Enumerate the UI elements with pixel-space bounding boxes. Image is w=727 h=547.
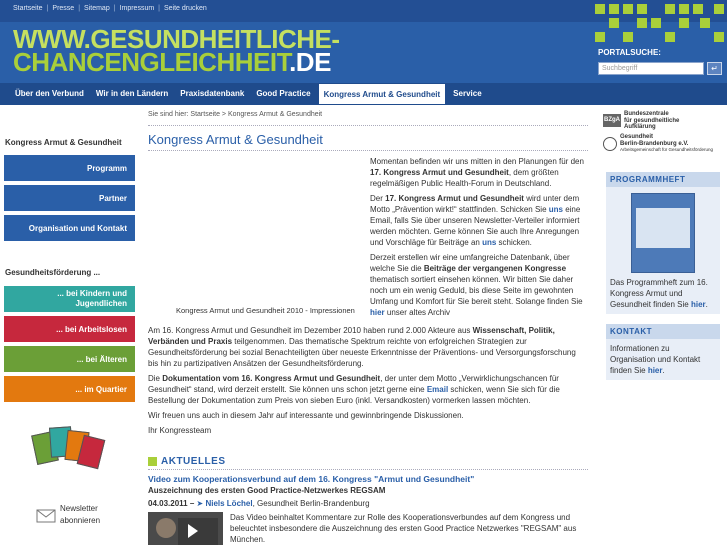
logo-line2-text: CHANCENGLEICHHEIT [13, 47, 290, 77]
arrow-icon: ➤ [196, 499, 204, 508]
search-input[interactable]: Suchbegriff [598, 62, 704, 75]
intro-paragraph-3: Derzeit erstellen wir eine umfangreiche Datenbank, über welche Sie die Beiträge der vergangenen Kongresse thematisch sortiert einsehen können. Wir bitten Sie daher noch um ein wenig Geduld, bis diese Seite im gewohnten Umfang und Komfort für Sie bereit steht. Solange finden Sie hier unser altes Archiv [370, 253, 583, 317]
square-bullet-icon [148, 457, 157, 466]
portal-search-label: PORTALSUCHE: [598, 48, 661, 57]
body-paragraph-1: Am 16. Kongress Armut und Gesundheit im Dezember 2010 haben rund 2.000 Akteure aus Wissenschaft, Politik, Verbänden und Praxis teilgenommen. Das thematische Spektrum reichte von erfolgreichen Strategien zur Gesundheitsförderung bei sozial Benachteiligten über neueste Erkenntnisse der Präventions- und Versorgungsforschung bis hin zu partizipativen Ansätzen der Gesundheitsförderung. [148, 326, 576, 368]
news-description: Das Video beinhaltet Kommentare zur Rolle des Kooperationsverbundes auf dem Kongress und beleuchtet insbesondere die Auszeichnung des ersten Good Practice Netzwerkes "REGSAM" aus München. [230, 513, 577, 544]
top-link-presse[interactable]: Presse [52, 5, 75, 12]
newsletter-text [60, 503, 100, 527]
breadcrumb[interactable]: Sie sind hier: Startseite > Kongress Armut & Gesundheit [148, 111, 323, 118]
divider [148, 150, 588, 151]
top-links [13, 5, 207, 12]
sidebar-item-organisation[interactable]: Organisation und Kontakt [4, 215, 135, 241]
news-subtitle: Auszeichnung des ersten Good Practice-Netzwerkes REGSAM [148, 486, 386, 495]
newsletter-line1: Newsletter [60, 504, 98, 513]
publications-image[interactable] [32, 423, 104, 483]
programmheft-body: Das Programmheft zum 16. Kongress Armut und Gesundheit finden Sie hier. [606, 187, 720, 314]
logo-tld: .DE [289, 47, 331, 77]
kontakt-link[interactable]: hier [647, 366, 663, 375]
intro-column [370, 156, 590, 322]
kontakt-body: Informationen zu Organisation und Kontakt finden Sie hier. [610, 344, 701, 375]
news-article-link[interactable]: Video zum Kooperationsverbund auf dem 16. Kongress "Armut und Gesundheit" [148, 474, 475, 484]
sidebar-item-aeltere[interactable]: ... bei Älteren [4, 346, 135, 372]
programmheft-cover-image[interactable] [631, 193, 695, 273]
video-thumbnail[interactable] [148, 512, 223, 545]
gbb-logo-icon [603, 137, 617, 151]
top-link-sitemap[interactable]: Sitemap [84, 5, 110, 12]
top-link-impressum[interactable]: Impressum [119, 5, 155, 12]
news-meta [148, 499, 370, 508]
newsletter-line2: abonnieren [60, 516, 101, 525]
main-content [148, 105, 588, 545]
news-org: , Gesundheit Berlin-Brandenburg [252, 499, 370, 508]
main-nav [0, 83, 727, 105]
logo-line2 [13, 47, 340, 77]
nav-item-ueber-den-verbund[interactable]: Über den Verbund [15, 89, 84, 98]
separator: | [113, 5, 116, 12]
gbb-text: Gesundheit Berlin-Brandenburg e.V. Arbeitsgemeinschaft für Gesundheitsförderung [620, 134, 714, 152]
sidebar-item-programm[interactable]: Programm [4, 155, 135, 181]
right-sidebar [598, 105, 727, 545]
nav-item-service[interactable]: Service [453, 89, 482, 98]
separator: | [78, 5, 81, 12]
logo-line1: WWW.GESUNDHEITLICHE- [13, 24, 340, 54]
sidebar-item-quartier[interactable]: ... im Quartier [4, 376, 135, 402]
decorative-squares [592, 0, 727, 45]
nav-item-laender[interactable]: Wir in den Ländern [95, 89, 169, 98]
news-header [148, 456, 226, 467]
kontakt-heading: KONTAKT [606, 324, 720, 339]
nav-item-kongress[interactable]: Kongress Armut & Gesundheit [318, 83, 447, 105]
sidebar-item-partner[interactable]: Partner [4, 185, 135, 211]
bzga-text: Bundeszentrale für gesundheitliche Aufklärung [624, 111, 680, 130]
nav-item-good-practice[interactable]: Good Practice [256, 89, 311, 98]
bzga-logo: BZgA [603, 114, 621, 127]
separator: | [158, 5, 160, 12]
intro-paragraph-2: Der 17. Kongress Armut und Gesundheit wird unter dem Motto „Prävention wirkt!“ stattfinden. Schicken Sie uns eine Email, falls Sie über unseren Newsletter-Verteiler informiert werden möchten. Gerne können Sie auch Ihre Anregungen und Vorschläge für Beiträge an uns schicken. [370, 194, 581, 247]
kontakt-box [606, 324, 720, 380]
image-caption: Kongress Armut und Gesundheit 2010 - Impressionen [176, 306, 355, 315]
site-logo[interactable] [13, 24, 340, 77]
body-text [148, 325, 588, 440]
email-link[interactable]: uns [548, 205, 563, 214]
search-submit-button[interactable]: ↵ [707, 62, 722, 75]
page-title: Kongress Armut & Gesundheit [148, 132, 323, 147]
sidebar-section-title-gesundheit: Gesundheitsförderung ... [5, 268, 101, 277]
envelope-icon [36, 507, 56, 523]
archive-link[interactable]: hier [370, 308, 385, 317]
news-author-link[interactable]: Niels Löchel [205, 499, 253, 508]
sidebar-section-title-kongress: Kongress Armut & Gesundheit [5, 138, 122, 147]
programmheft-link[interactable]: hier [690, 300, 706, 309]
body-paragraph-3: Wir freuen uns auch in diesem Jahr auf interessante und gewinnbringende Diskussionen. [148, 411, 464, 420]
left-sidebar [0, 105, 138, 545]
bzga-logo-link[interactable] [603, 111, 679, 131]
divider [148, 469, 588, 470]
site-header [0, 0, 727, 83]
email-link-2[interactable]: uns [482, 238, 497, 247]
news-heading: AKTUELLES [161, 456, 226, 467]
programmheft-heading: PROGRAMMHEFT [606, 172, 720, 187]
email-link-3[interactable]: Email [426, 385, 449, 394]
top-link-startseite[interactable]: Startseite [13, 5, 43, 12]
news-date: 04.03.2011 – [148, 499, 195, 508]
intro-paragraph-1: Momentan befinden wir uns mitten in den Planungen für den 17. Kongress Armut und Gesundheit, dem größten regelmäßigen Public Health-Forum in Deutschland. [370, 157, 584, 188]
divider [148, 125, 588, 126]
nav-item-praxisdatenbank[interactable]: Praxisdatenbank [180, 89, 245, 98]
top-link-print[interactable]: Seite drucken [164, 5, 207, 12]
separator: | [46, 5, 49, 12]
sidebar-item-arbeitslose[interactable]: ... bei Arbeitslosen [4, 316, 135, 342]
newsletter-link[interactable] [36, 503, 100, 527]
body-paragraph-2: Die Dokumentation vom 16. Kongress Armut und Gesundheit, der unter dem Motto „Verwirklichungschancen für Gesundheit“ stand, wird derzeit erstellt. Sie können uns schon jetzt gerne eine Email schicken, wenn Sie sich für die Bestellung der Dokumentation zum Preis von sieben Euro (inkl. Versandkosten) vormerken lassen möchten. [148, 374, 560, 405]
play-icon [148, 512, 223, 545]
programmheft-box [606, 172, 720, 314]
gbb-logo-link[interactable] [603, 134, 713, 154]
body-paragraph-4: Ihr Kongressteam [148, 426, 212, 435]
sidebar-item-kinder[interactable]: ... bei Kindern und Jugendlichen [4, 286, 135, 312]
